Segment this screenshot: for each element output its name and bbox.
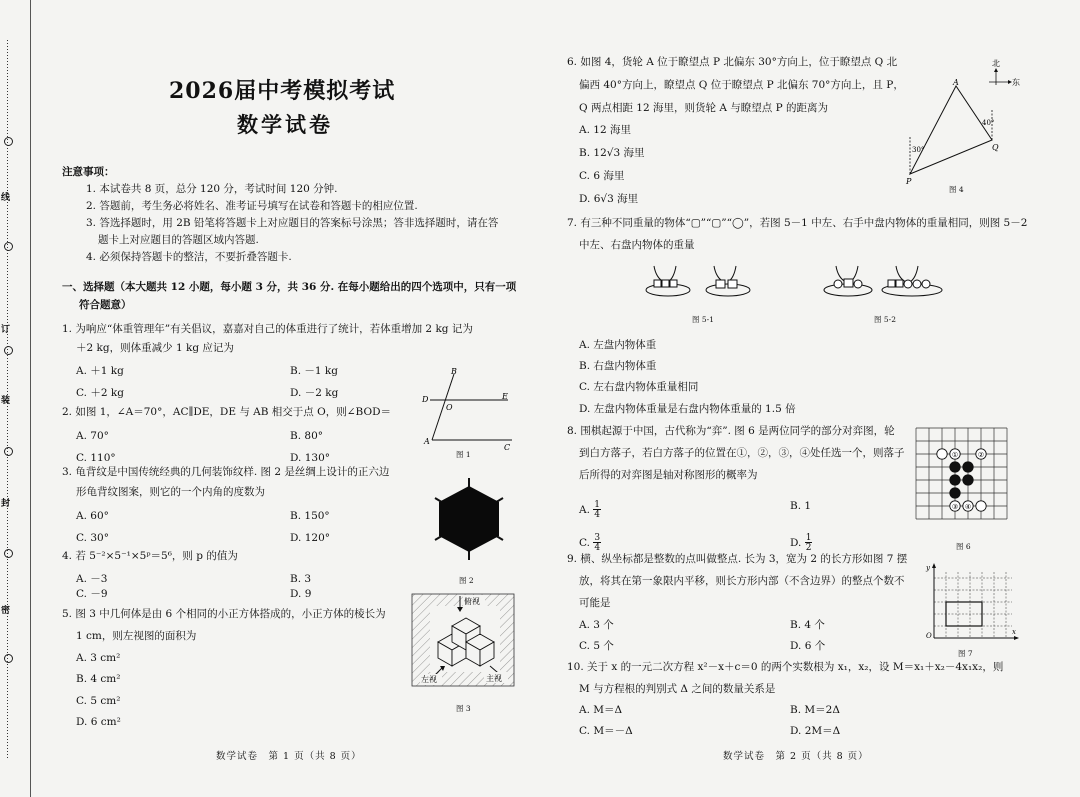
black-stone (950, 488, 960, 498)
question-6: 6. 如图 4，货轮 A 位于瞭望点 P 北偏东 30°方向上，位于瞭望点 Q 北 (567, 56, 898, 68)
triangle-apq (910, 86, 995, 174)
q3-option-c: C. 30° (76, 532, 109, 544)
q9-option-c: C. 5 个 (579, 640, 614, 652)
binding-margin (0, 40, 22, 760)
label-p: P (906, 177, 912, 186)
position-mark: ④ (964, 503, 972, 511)
binding-ring (4, 242, 13, 251)
position-mark: ① (951, 451, 959, 459)
white-stone (976, 501, 986, 511)
black-stone (963, 462, 973, 472)
figure-4-triangle (900, 52, 1030, 192)
question-8-cont2: 后所得的对弈图是轴对称图形的概率为 (579, 469, 758, 481)
label-40deg: 40° (982, 119, 995, 127)
q1-option-b: B. －1 kg (290, 365, 338, 377)
q10-option-c: C. M＝－Δ (579, 725, 633, 737)
figure-3-caption: 图 3 (456, 704, 471, 713)
black-stone (963, 475, 973, 485)
question-8-cont: 到白方落子，若白方落子的位置在①，②，③，④处任选一个，则落子 (579, 447, 905, 459)
figure-7-caption: 图 7 (958, 649, 973, 658)
question-9-cont2: 可能是 (579, 597, 611, 609)
q6-option-b: B. 12√3 海里 (579, 147, 645, 159)
label-north: 北 (992, 59, 1000, 68)
q3-option-a: A. 60° (76, 510, 109, 522)
question-1-cont: ＋2 kg，则体重减少 1 kg 应记为 (76, 342, 234, 354)
question-1: 1. 为响应“体重管理年”有关倡议，嘉嘉对自己的体重进行了统计，若体重增加 2 kg 记为 (62, 323, 473, 335)
label-x: x (1012, 628, 1016, 636)
label-q: Q (992, 143, 999, 152)
question-10-cont: M 与方程根的判别式 Δ 之间的数量关系是 (579, 683, 776, 695)
note-item: 3. 答选择题时，用 2B 铅笔将答题卡上对应题目的答案标号涂黑；答非选择题时，请在答 (86, 217, 499, 229)
q3-option-b: B. 150° (290, 510, 330, 522)
label-b: B (451, 367, 457, 376)
q9-option-b: B. 4 个 (790, 619, 825, 631)
binding-ring (4, 447, 13, 456)
q6-option-c: C. 6 海里 (579, 170, 625, 182)
q7-option-c: C. 左右盘内物体重量相同 (579, 381, 699, 393)
figure-2-caption: 图 2 (459, 576, 474, 585)
binding-ring (4, 549, 13, 558)
figure-5-2-caption: 图 5-2 (874, 315, 896, 324)
binding-ring (4, 137, 13, 146)
question-7: 7. 有三种不同重量的物体“▢”“▢”“◯”，若图 5－1 中左、右手中盘内物体的重量相同，则图 5－2 (567, 217, 1028, 229)
q4-option-d: D. 9 (290, 588, 312, 600)
section-heading: 一、选择题（本大题共 12 小题，每小题 3 分，共 36 分. 在每小题给出的四个选项中，只有一项 (62, 281, 517, 293)
q2-option-c: C. 110° (76, 452, 116, 464)
black-stone (950, 475, 960, 485)
binding-char: 密 (1, 606, 11, 616)
question-7-cont: 中左、右盘内物体的重量 (579, 239, 695, 251)
binding-char: 封 (1, 499, 11, 509)
question-5-cont: 1 cm，则左视图的面积为 (76, 630, 197, 642)
figure-5-scales (636, 258, 976, 306)
q4-option-c: C. －9 (76, 588, 108, 600)
q5-option-c: C. 5 cm² (76, 695, 121, 707)
figure-2-hexagon (425, 474, 513, 564)
position-mark: ② (977, 451, 985, 459)
q1-option-a: A. ＋1 kg (76, 365, 124, 377)
q4-option-b: B. 3 (290, 573, 312, 585)
figure-4-caption: 图 4 (949, 185, 964, 194)
q2-option-a: A. 70° (76, 430, 109, 442)
label-a: A (424, 437, 430, 446)
question-4: 4. 若 5⁻²×5⁻¹×5ᵖ＝5⁶，则 p 的值为 (62, 550, 238, 562)
q5-option-b: B. 4 cm² (76, 673, 121, 685)
q9-option-d: D. 6 个 (790, 640, 826, 652)
label-c: C (504, 443, 511, 452)
label-d: D (422, 395, 429, 404)
label-30deg: 30° (912, 146, 925, 154)
question-9-cont: 放，将其在第一象限内平移，则长方形内部（不含边界）的整点个数不 (579, 575, 905, 587)
figure-6-go-board (912, 424, 1022, 536)
figure-7-grid (924, 562, 1020, 646)
page-2-footer: 数学试卷 第 2 页（共 8 页） (723, 751, 869, 762)
note-item: 4. 必须保持答题卡的整洁，不要折叠答题卡. (86, 251, 292, 263)
binding-ring (4, 654, 13, 663)
figure-3-cubes (408, 592, 518, 692)
q8-option-c: C. 3 4 (579, 533, 601, 553)
question-6-cont: 偏西 40°方向上，瞭望点 Q 位于瞭望点 P 北偏东 70°方向上，且 P， (579, 79, 904, 91)
q2-option-d: D. 130° (290, 452, 331, 464)
question-2: 2. 如图 1，∠A＝70°，AC∥DE，DE 与 AB 相交于点 O，则∠BOD＝ (62, 406, 391, 418)
q1-option-c: C. ＋2 kg (76, 387, 124, 399)
hexagon-shape (439, 486, 499, 552)
q10-option-a: A. M＝Δ (579, 704, 623, 716)
question-8: 8. 围棋起源于中国，古代称为“弈”. 图 6 是两位同学的部分对弈图，轮 (567, 425, 895, 437)
exam-title: 2026届中考模拟考试 (169, 78, 396, 104)
black-stone (950, 462, 960, 472)
q10-option-b: B. M＝2Δ (790, 704, 840, 716)
question-6-cont2: Q 两点相距 12 海里，则货轮 A 与瞭望点 P 的距离为 (579, 102, 828, 114)
page-1-footer: 数学试卷 第 1 页（共 8 页） (216, 751, 362, 762)
binding-edge (30, 0, 31, 797)
q2-option-b: B. 80° (290, 430, 324, 442)
label-o: O (446, 403, 453, 412)
binding-char: 订 (1, 325, 11, 335)
figure-5-1-caption: 图 5-1 (692, 315, 714, 324)
binding-char: 线 (1, 193, 11, 203)
binding-ring (4, 346, 13, 355)
label-e: E (502, 392, 508, 401)
q8-option-a: A. 1 4 (579, 500, 600, 520)
label-east: 东 (1012, 78, 1020, 87)
q4-option-a: A. －3 (76, 573, 108, 585)
q1-option-d: D. －2 kg (290, 387, 339, 399)
question-3: 3. 龟背纹是中国传统经典的几何装饰纹样. 图 2 是丝绸上设计的正六边 (62, 466, 390, 478)
note-item: 1. 本试卷共 8 页，总分 120 分，考试时间 120 分钟. (86, 183, 338, 195)
note-item: 题卡上对应题目的答题区域内答题. (98, 234, 259, 246)
label-o: O (926, 632, 932, 640)
q5-option-a: A. 3 cm² (76, 652, 121, 664)
question-10: 10. 关于 x 的一元二次方程 x²－x＋c＝0 的两个实数根为 x₁，x₂，设 M＝x₁＋x₂－4x₁x₂，则 (567, 661, 1004, 673)
figure-1 (418, 364, 518, 456)
q6-option-a: A. 12 海里 (579, 124, 631, 136)
q8-option-b: B. 1 (790, 500, 812, 512)
label-top-view: 俯视 (464, 597, 480, 606)
q7-option-d: D. 左盘内物体重量是右盘内物体重量的 1.5 倍 (579, 403, 796, 415)
position-mark: ③ (951, 503, 959, 511)
white-stone (937, 449, 947, 459)
label-left-view: 左视 (421, 675, 437, 684)
q10-option-d: D. 2M＝Δ (790, 725, 841, 737)
notes-heading: 注意事项： (62, 166, 115, 178)
figure-1-caption: 图 1 (456, 450, 471, 459)
question-3-cont: 形龟背纹图案，则它的一个内角的度数为 (76, 486, 265, 498)
q6-option-d: D. 6√3 海里 (579, 193, 639, 205)
label-a: A (953, 78, 959, 87)
question-5: 5. 图 3 中几何体是由 6 个相同的小正方体搭成的，小正方体的棱长为 (62, 608, 386, 620)
exam-subtitle: 数学试卷 (237, 112, 333, 137)
section-heading-cont: 符合题意） (79, 299, 132, 311)
q8-option-d: D. 1 2 (790, 533, 812, 553)
binding-char: 装 (1, 396, 11, 406)
q7-option-a: A. 左盘内物体重 (579, 339, 657, 351)
label-y: y (926, 564, 930, 572)
figure-6-caption: 图 6 (956, 542, 971, 551)
note-item: 2. 答题前，考生务必将姓名、准考证号填写在试卷和答题卡的相应位置. (86, 200, 418, 212)
label-front-view: 主视 (486, 674, 502, 683)
q9-option-a: A. 3 个 (579, 619, 614, 631)
q7-option-b: B. 右盘内物体重 (579, 360, 657, 372)
q3-option-d: D. 120° (290, 532, 331, 544)
q5-option-d: D. 6 cm² (76, 716, 121, 728)
question-9: 9. 横、纵坐标都是整数的点叫做整点. 长为 3，宽为 2 的长方形如图 7 摆 (567, 553, 908, 565)
